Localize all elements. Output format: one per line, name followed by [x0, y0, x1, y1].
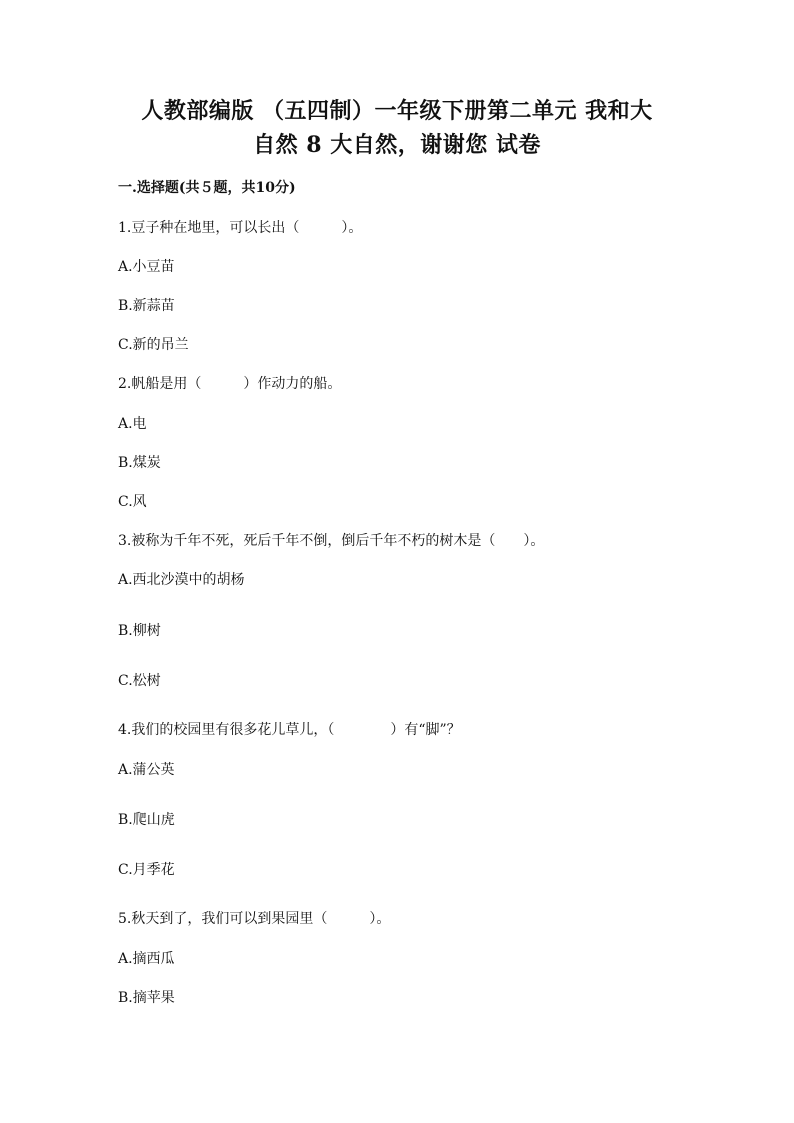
question-1-stem: 1.豆子种在地里，可以长出（ ）。	[118, 220, 363, 236]
question-3-stem: 3.被称为千年不死，死后千年不倒，倒后千年不朽的树木是（ ）。	[118, 533, 545, 549]
question-2-option-c: C.风	[118, 494, 147, 510]
question-5-option-a: A.摘西瓜	[118, 951, 175, 967]
question-1-option-c: C.新的吊兰	[118, 337, 189, 353]
question-2-option-a: A.电	[118, 416, 147, 432]
question-1-option-b: B.新蒜苗	[118, 298, 175, 314]
question-4-option-c: C.月季花	[118, 862, 175, 878]
question-1-option-a: A.小豆苗	[118, 259, 175, 275]
question-2-option-b: B.煤炭	[118, 455, 161, 471]
page-title-line-2: 自然 8 大自然，谢谢您 试卷	[253, 132, 541, 158]
question-3-option-b: B.柳树	[118, 623, 161, 639]
question-5-stem: 5.秋天到了，我们可以到果园里（ ）。	[118, 911, 391, 927]
question-3-option-c: C.松树	[118, 673, 161, 689]
question-2-stem: 2.帆船是用（ ）作动力的船。	[118, 376, 342, 392]
question-4-option-b: B.爬山虎	[118, 812, 175, 828]
question-4-option-a: A.蒲公英	[118, 762, 175, 778]
question-3-option-a: A.西北沙漠中的胡杨	[118, 572, 245, 588]
page-title-line-1: 人教部编版 （五四制）一年级下册第二单元 我和大	[141, 98, 653, 124]
question-5-option-b: B.摘苹果	[118, 990, 175, 1006]
section-heading: 一.选择题(共５题，共10分)	[118, 180, 296, 196]
question-4-stem: 4.我们的校园里有很多花儿草儿，（ ）有“脚”？	[118, 722, 461, 738]
